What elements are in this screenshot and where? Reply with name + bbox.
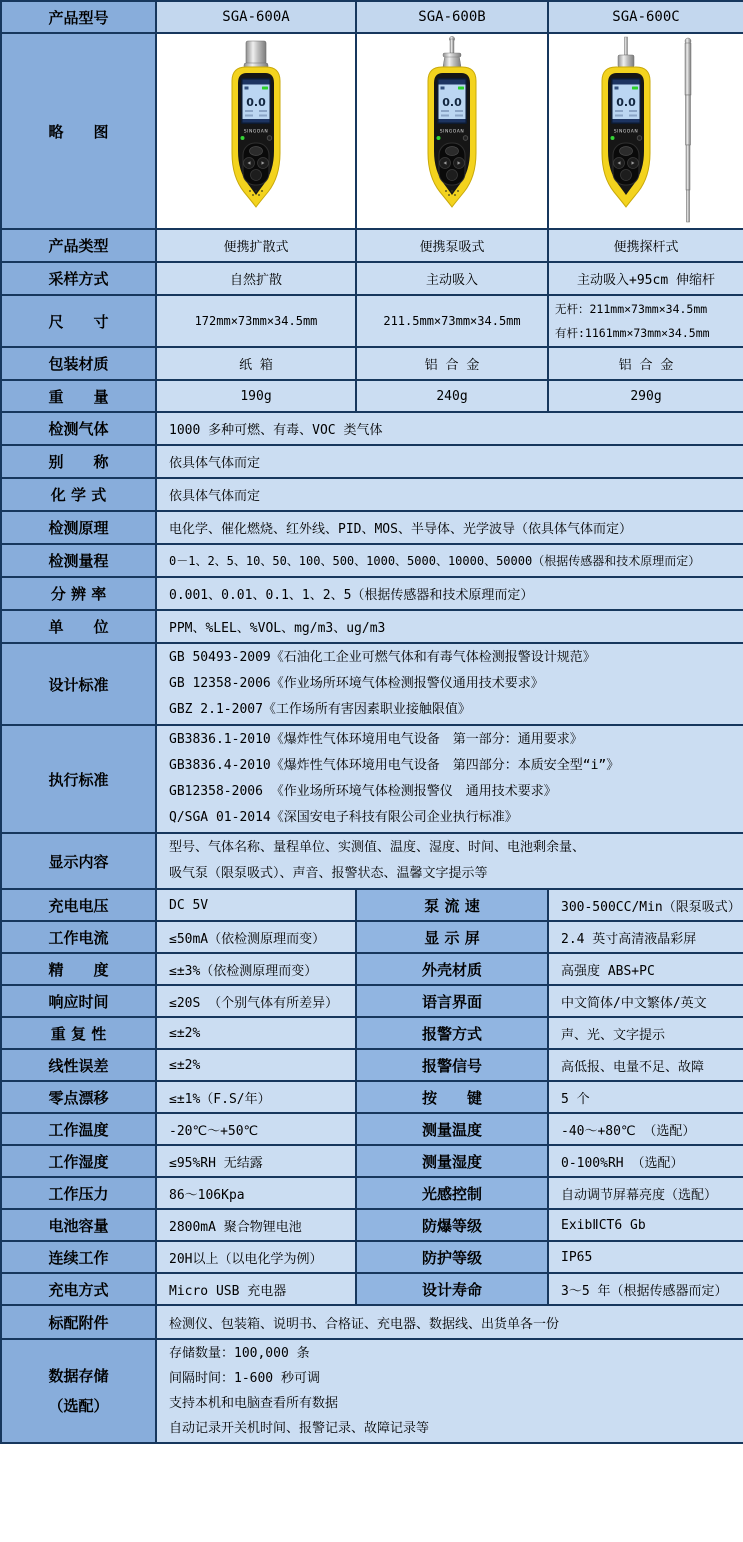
storage-label-line: 数据存储	[48, 1367, 109, 1385]
pair-label-left: 零点漂移	[1, 1081, 156, 1113]
pair-value-left: ≤±1%（F.S/年）	[156, 1081, 356, 1113]
battery-icon	[632, 87, 638, 90]
sketch-cell-a	[156, 33, 356, 229]
spec-value-a: 172mm×73mm×34.5mm	[156, 295, 356, 347]
spec-value: 0－1、2、5、10、50、100、500、1000、5000、10000、50000（根据传感器和技术原理而定）	[156, 544, 743, 577]
pair-label-left: 工作压力	[1, 1177, 156, 1209]
spec-value-b: 铝 合 金	[356, 347, 548, 380]
pair-label-right: 测量湿度	[356, 1145, 548, 1177]
pair-label-right: 设计寿命	[356, 1273, 548, 1305]
pair-value-right: IP65	[548, 1241, 743, 1273]
header-label: 产品型号	[1, 1, 156, 33]
spec-value	[156, 725, 743, 833]
spec-value: 依具体气体而定	[156, 445, 743, 478]
spec-row-formula	[1, 478, 743, 511]
sketch-cell-c	[548, 33, 743, 229]
device-image-sga-600b	[392, 35, 512, 227]
pair-row	[1, 985, 743, 1017]
sketch-cell-b	[356, 33, 548, 229]
standard-line: GB3836.4-2010《爆炸性气体环境用电气设备 第四部分：本质安全型“i”》	[169, 758, 620, 773]
pair-value-right: 3～5 年（根据传感器而定）	[548, 1273, 743, 1305]
standard-line: GB3836.1-2010《爆炸性气体环境用电气设备 第一部分：通用要求》	[169, 732, 583, 747]
pair-value-right: 自动调节屏幕亮度（选配）	[548, 1177, 743, 1209]
spec-row-alias	[1, 445, 743, 478]
spec-value-a: 自然扩散	[156, 262, 356, 295]
spec-value-b: 240g	[356, 380, 548, 412]
brand-text: SINGOAN	[439, 129, 465, 135]
pair-value-right: 5 个	[548, 1081, 743, 1113]
pair-label-right: 报警方式	[356, 1017, 548, 1049]
model-name-c: SGA-600C	[548, 1, 743, 33]
pair-value-left: 20H以上（以电化学为例）	[156, 1241, 356, 1273]
spec-row-range	[1, 544, 743, 577]
spec-label: 显示内容	[1, 833, 156, 889]
pair-row	[1, 889, 743, 921]
pair-label-left: 工作温度	[1, 1113, 156, 1145]
pair-row	[1, 1241, 743, 1273]
storage-line: 支持本机和电脑查看所有数据	[169, 1396, 339, 1411]
model-name-a: SGA-600A	[156, 1, 356, 33]
spec-label: 包装材质	[1, 347, 156, 380]
pair-value-left: ≤±2%	[156, 1017, 356, 1049]
pair-value-right: 声、光、文字提示	[548, 1017, 743, 1049]
spec-value	[156, 643, 743, 725]
spec-value-b: 211.5mm×73mm×34.5mm	[356, 295, 548, 347]
pair-label-left: 连续工作	[1, 1241, 156, 1273]
spec-row-dimensions	[1, 295, 743, 347]
menu-button	[620, 147, 633, 156]
menu-button	[250, 147, 263, 156]
battery-icon	[262, 87, 268, 90]
spec-value-c: 290g	[548, 380, 743, 412]
spec-row-display-content	[1, 833, 743, 889]
pair-label-left: 线性误差	[1, 1049, 156, 1081]
battery-icon	[458, 87, 464, 90]
enter-button	[621, 170, 632, 181]
pair-value-left: ≤±3%（依检测原理而变）	[156, 953, 356, 985]
spec-label: 单 位	[1, 610, 156, 643]
probe-tube	[450, 39, 454, 53]
sketch-row	[1, 33, 743, 229]
spec-value-b: 便携泵吸式	[356, 229, 548, 262]
standard-line: GB 12358-2006《作业场所环境气体检测报警仪通用技术要求》	[169, 676, 544, 691]
content-line: 吸气泵（限泵吸式）、声音、报警状态、温馨文字提示等	[169, 866, 488, 881]
enter-button	[251, 170, 262, 181]
power-button	[637, 136, 642, 141]
pair-row	[1, 1017, 743, 1049]
telescopic-pole	[685, 38, 691, 222]
spec-value	[156, 833, 743, 889]
pair-label-right: 显 示 屏	[356, 921, 548, 953]
content-line: 型号、气体名称、量程单位、实测值、温度、湿度、时间、电池剩余量、	[169, 840, 586, 855]
pair-value-right: ExibⅡCT6 Gb	[548, 1209, 743, 1241]
pair-value-right: -40～+80℃ （选配）	[548, 1113, 743, 1145]
spec-label: 化 学 式	[1, 478, 156, 511]
standard-line: GBZ 2.1-2007《工作场所有害因素职业接触限值》	[169, 702, 471, 717]
device-image-sga-600a	[196, 35, 316, 227]
sketch-label: 略 图	[1, 33, 156, 229]
spec-value-c: 便携探杆式	[548, 229, 743, 262]
brand-text: SINGOAN	[243, 129, 269, 135]
storage-line: 自动记录开关机时间、报警记录、故障记录等	[169, 1421, 430, 1436]
pair-label-right: 按 键	[356, 1081, 548, 1113]
pair-label-right: 报警信号	[356, 1049, 548, 1081]
pair-label-left: 重 复 性	[1, 1017, 156, 1049]
pair-label-right: 防爆等级	[356, 1209, 548, 1241]
spec-value-c	[548, 295, 743, 347]
spec-label: 检测原理	[1, 511, 156, 544]
pair-value-right: 2.4 英寸高清液晶彩屏	[548, 921, 743, 953]
pair-value-right: 高强度 ABS+PC	[548, 953, 743, 985]
spec-row-resolution	[1, 577, 743, 610]
enter-button	[447, 170, 458, 181]
pair-label-left: 精 度	[1, 953, 156, 985]
pair-label-left: 工作电流	[1, 921, 156, 953]
reading-value: 0.0	[246, 96, 266, 109]
pair-value-right: 高低报、电量不足、故障	[548, 1049, 743, 1081]
standard-line: GB 50493-2009《石油化工企业可燃气体和有毒气体检测报警设计规范》	[169, 650, 596, 665]
spec-value	[156, 1339, 743, 1443]
spec-row-product-type	[1, 229, 743, 262]
spec-value-c: 主动吸入+95cm 伸缩杆	[548, 262, 743, 295]
status-led	[241, 136, 245, 140]
spec-value-a: 纸 箱	[156, 347, 356, 380]
device-image-sga-600c	[571, 35, 721, 227]
spec-row-accessories	[1, 1305, 743, 1339]
pair-label-right: 测量温度	[356, 1113, 548, 1145]
pair-value-left: Micro USB 充电器	[156, 1273, 356, 1305]
spec-row-design-standards	[1, 643, 743, 725]
spec-value-b: 主动吸入	[356, 262, 548, 295]
spec-row-principle	[1, 511, 743, 544]
pair-value-left: ≤50mA（依检测原理而变）	[156, 921, 356, 953]
pair-value-left: -20℃～+50℃	[156, 1113, 356, 1145]
pair-value-right: 0-100%RH （选配）	[548, 1145, 743, 1177]
pair-value-right: 中文简体/中文繁体/英文	[548, 985, 743, 1017]
pair-value-left: DC 5V	[156, 889, 356, 921]
speaker-icon	[441, 87, 445, 90]
spec-value-a: 便携扩散式	[156, 229, 356, 262]
reading-value: 0.0	[616, 96, 636, 109]
pair-value-left: 2800mA 聚合物锂电池	[156, 1209, 356, 1241]
dimension-line: 有杆:1161mm×73mm×34.5mm	[555, 326, 710, 340]
probe-rod	[625, 37, 628, 55]
pair-row	[1, 953, 743, 985]
pair-row	[1, 1177, 743, 1209]
pair-label-right: 语言界面	[356, 985, 548, 1017]
spec-value-a: 190g	[156, 380, 356, 412]
status-led	[611, 136, 615, 140]
spec-row-gases	[1, 412, 743, 445]
reading-value: 0.0	[442, 96, 462, 109]
spec-value: PPM、%LEL、%VOL、mg/m3、ug/m3	[156, 610, 743, 643]
spec-label: 采样方式	[1, 262, 156, 295]
pair-label-right: 光感控制	[356, 1177, 548, 1209]
spec-label: 设计标准	[1, 643, 156, 725]
pair-row	[1, 921, 743, 953]
spec-label: 检测气体	[1, 412, 156, 445]
spec-label	[1, 1339, 156, 1443]
spec-value: 检测仪、包装箱、说明书、合格证、充电器、数据线、出货单各一份	[156, 1305, 743, 1339]
pair-value-left: ≤±2%	[156, 1049, 356, 1081]
spec-value: 1000 多种可燃、有毒、VOC 类气体	[156, 412, 743, 445]
storage-label-line: （选配）	[48, 1397, 109, 1415]
pair-label-left: 充电电压	[1, 889, 156, 921]
spec-label: 执行标准	[1, 725, 156, 833]
menu-button	[446, 147, 459, 156]
pair-row	[1, 1049, 743, 1081]
model-name-b: SGA-600B	[356, 1, 548, 33]
pair-label-right: 外壳材质	[356, 953, 548, 985]
spec-row-weight	[1, 380, 743, 412]
pair-row	[1, 1273, 743, 1305]
storage-line: 存储数量：100,000 条	[169, 1346, 310, 1361]
spec-label: 产品类型	[1, 229, 156, 262]
storage-line: 间隔时间：1-600 秒可调	[169, 1371, 320, 1386]
spec-label: 重 量	[1, 380, 156, 412]
pair-label-right: 防护等级	[356, 1241, 548, 1273]
pair-value-left: 86～106Kpa	[156, 1177, 356, 1209]
spec-value: 0.001、0.01、0.1、1、2、5（根据传感器和技术原理而定）	[156, 577, 743, 610]
pair-label-left: 充电方式	[1, 1273, 156, 1305]
pair-row	[1, 1145, 743, 1177]
pair-value-left: ≤20S （个别气体有所差异）	[156, 985, 356, 1017]
spec-value: 电化学、催化燃烧、红外线、PID、MOS、半导体、光学波导（依具体气体而定）	[156, 511, 743, 544]
spec-value-c: 铝 合 金	[548, 347, 743, 380]
pair-label-right: 泵 流 速	[356, 889, 548, 921]
standard-line: Q/SGA 01-2014《深国安电子科技有限公司企业执行标准》	[169, 810, 518, 825]
pair-label-left: 电池容量	[1, 1209, 156, 1241]
spec-row-packaging	[1, 347, 743, 380]
spec-value: 依具体气体而定	[156, 478, 743, 511]
spec-label: 尺 寸	[1, 295, 156, 347]
pair-value-right: 300-500CC/Min（限泵吸式）	[548, 889, 743, 921]
dimension-line: 无杆：211mm×73mm×34.5mm	[555, 302, 708, 316]
pair-row	[1, 1209, 743, 1241]
spec-label: 分 辨 率	[1, 577, 156, 610]
power-button	[267, 136, 272, 141]
header-row	[1, 1, 743, 33]
speaker-icon	[245, 87, 249, 90]
pump-cap	[618, 55, 634, 67]
pair-label-left: 响应时间	[1, 985, 156, 1017]
pair-row	[1, 1113, 743, 1145]
spec-label: 别 称	[1, 445, 156, 478]
brand-text: SINGOAN	[613, 129, 639, 135]
power-button	[463, 136, 468, 141]
pair-row	[1, 1081, 743, 1113]
spec-label: 标配附件	[1, 1305, 156, 1339]
spec-row-data-storage	[1, 1339, 743, 1443]
status-led	[437, 136, 441, 140]
standard-line: GB12358-2006 《作业场所环境气体检测报警仪 通用技术要求》	[169, 784, 557, 799]
spec-row-sampling	[1, 262, 743, 295]
spec-row-units	[1, 610, 743, 643]
pair-value-left: ≤95%RH 无结露	[156, 1145, 356, 1177]
spec-row-exec-standards	[1, 725, 743, 833]
speaker-icon	[615, 87, 619, 90]
spec-label: 检测量程	[1, 544, 156, 577]
pair-label-left: 工作湿度	[1, 1145, 156, 1177]
